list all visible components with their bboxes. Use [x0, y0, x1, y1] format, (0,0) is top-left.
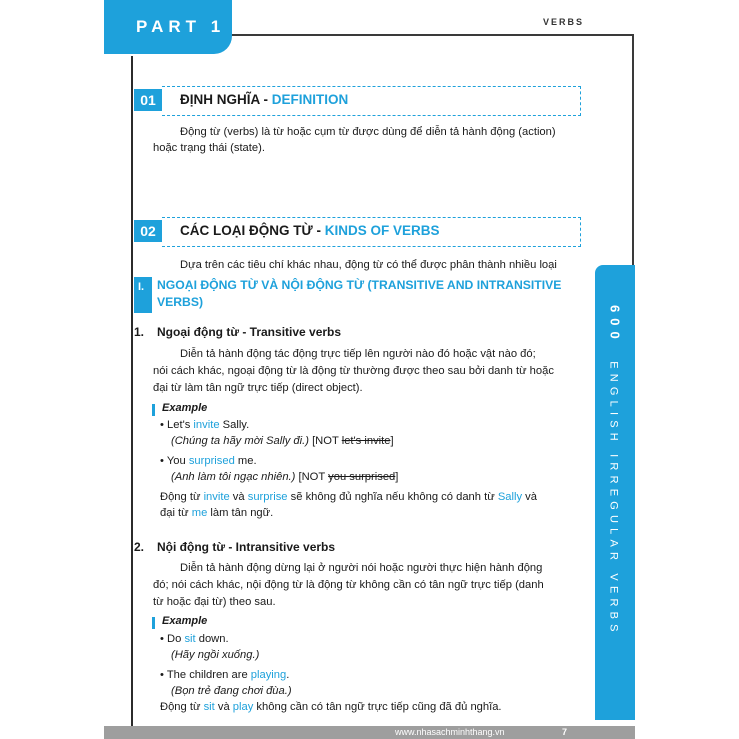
header-rule	[232, 34, 633, 36]
section-title-01: ĐỊNH NGHĨA - DEFINITION	[180, 92, 349, 107]
section-title-02: CÁC LOẠI ĐỘNG TỪ - KINDS OF VERBS	[180, 223, 440, 238]
item1-example-2-translation: (Anh làm tôi ngạc nhiên.) [NOT you surprised]	[171, 471, 399, 483]
footer-bar	[104, 726, 635, 739]
item-number-2: 2.	[134, 540, 145, 554]
item2-body-2: đó; nói cách khác, nội động từ là động từ không cần có tân ngữ trực tiếp (danh	[153, 579, 544, 591]
item2-example-1: • Do sit down.	[160, 633, 229, 645]
kinds-intro: Dựa trên các tiêu chí khác nhau, động từ có thể được phân thành nhiều loại	[180, 259, 557, 271]
header-vertical-rule	[632, 34, 634, 266]
item2-example-2: • The children are playing.	[160, 669, 290, 681]
example-label: Example	[162, 615, 208, 627]
item2-note: Động từ sit và play không cần có tân ngữ trực tiếp cũng đã đủ nghĩa.	[160, 701, 502, 713]
item1-body-1: Diễn tả hành động tác động trực tiếp lên người nào đó hoặc vật nào đó;	[180, 348, 536, 360]
subsection-title: NGOẠI ĐỘNG TỪ VÀ NỘI ĐỘNG TỪ (TRANSITIVE AND INTRANSITIVE VERBS)	[157, 278, 562, 309]
chapter-label: VERBS	[543, 17, 585, 27]
page-number: 7	[562, 727, 568, 737]
item1-example-1-translation: (Chúng ta hãy mời Sally đi.) [NOT let's invite]	[171, 435, 394, 447]
part-label: PART 1	[136, 17, 226, 36]
item1-note-2: đại từ me làm tân ngữ.	[160, 507, 274, 519]
item2-example-2-translation: (Bọn trẻ đang chơi đùa.)	[171, 685, 292, 697]
item1-example-2: • You surprised me.	[160, 455, 257, 467]
side-tab-title: ENGLISH IRREGULAR VERBS	[607, 361, 620, 637]
item-title-2: Nội động từ - Intransitive verbs	[157, 540, 336, 554]
item1-note-1: Động từ invite và surprise sẽ không đủ nghĩa nếu không có danh từ Sally và	[160, 491, 537, 503]
footer-url: www.nhasachminhthang.vn	[395, 727, 505, 737]
section-number-02: 02	[134, 220, 162, 242]
section-number-01: 01	[134, 89, 162, 111]
left-margin-rule	[131, 56, 133, 726]
item1-body-3: đại từ làm tân ngữ trực tiếp (direct object).	[153, 382, 363, 394]
part-tab	[104, 0, 232, 54]
example-marker	[152, 404, 155, 416]
roman-numeral-badge: I.	[134, 277, 152, 313]
item-title-1: Ngoại động từ - Transitive verbs	[157, 325, 342, 339]
example-label: Example	[162, 402, 208, 414]
item-number-1: 1.	[134, 325, 145, 339]
side-tab-text	[608, 305, 623, 637]
item2-example-1-translation: (Hãy ngồi xuống.)	[171, 649, 260, 661]
side-tab-number: 600	[607, 305, 623, 345]
definition-line-2: hoặc trạng thái (state).	[153, 142, 265, 154]
definition-line-1: Động từ (verbs) là từ hoặc cụm từ được dùng để diễn tả hành động (action)	[180, 126, 556, 138]
example-marker	[152, 617, 155, 629]
item1-example-1: • Let's invite Sally.	[160, 419, 250, 431]
item2-body-1: Diễn tả hành động dừng lại ở người nói hoặc người thực hiện hành động	[180, 562, 543, 574]
item1-body-2: nói cách khác, ngoại động từ là động từ thường được theo sau bởi danh từ hoặc	[153, 365, 554, 377]
item2-body-3: từ hoặc đại từ) theo sau.	[153, 596, 276, 608]
